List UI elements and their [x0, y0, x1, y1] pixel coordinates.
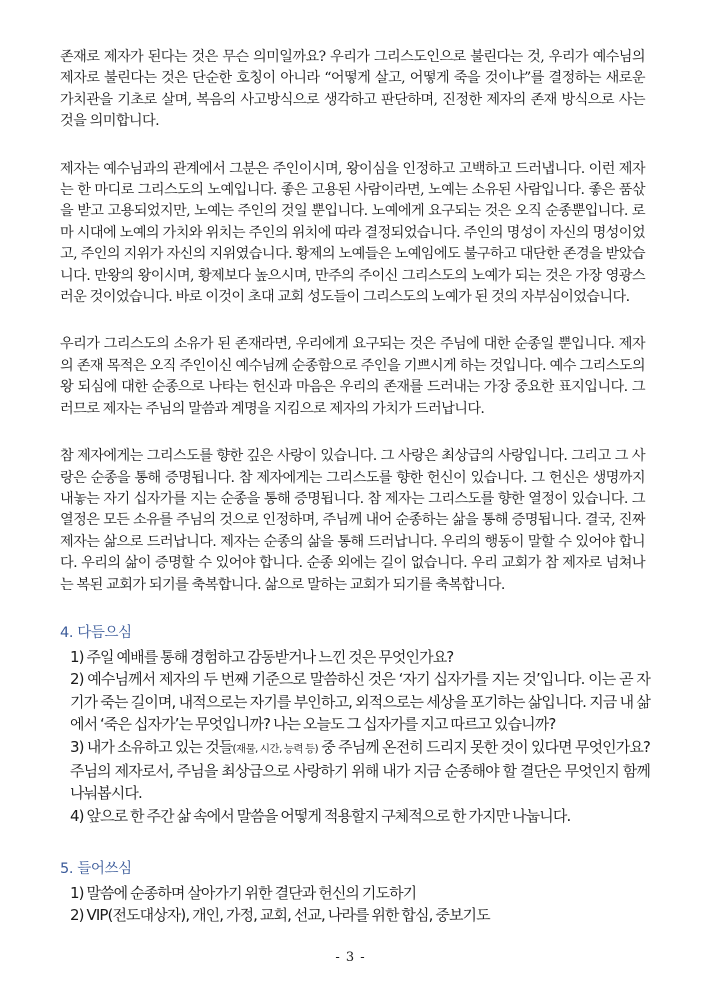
sermon-body: [60, 47, 645, 622]
question-3-text-end: 중 주님께 온전히 드리지 못한 것이 있다면 무엇인가요? 주님의 제자로서, 주님을 최상급으로 사랑하기 위해 내가 지금 순종해야 할 결단은 무엇인지 함께 나눠봅시다.: [70, 737, 650, 803]
prayer-list: [60, 882, 650, 927]
prayer-item-1: 1) 말씀에 순종하며 살아가기 위한 결단과 헌신의 기도하기: [70, 884, 417, 902]
question-2: 2) 예수님께서 제자의 두 번째 기준으로 말씀하신 것은 ‘자기 십자가를 지는 것’입니다. 이는 곧 자기가 죽는 길이며, 내적으로는 자기를 부인하고, 외적으로는 세상을 포기하는 삶입니다. 지금 내 삶에서 ‘죽은 십자가’는 무엇입니까? 나는 오늘도 그 십자가를 지고 따르고 있습니까?: [70, 670, 650, 734]
paragraph-3: 우리가 그리스도의 소유가 된 존재라면, 우리에게 요구되는 것은 주님에 대한 순종일 뿐입니다. 제자의 존재 목적은 오직 주인이신 예수님께 순종함으로 주인을 기쁘시게 하는 것입니다. 예수 그리스도의 왕 되심에 대한 순종으로 나타는 헌신과 마음은 우리의 존재를 드러내는 가장 중요한 표지입니다. 그러므로 제자는 주님의 말씀과 계명을 지킴으로 제자의 가치가 드러납니다.: [60, 336, 645, 417]
section-4-title: 4. 다듬으심: [60, 625, 132, 641]
section-discussion: [60, 622, 650, 827]
question-list: [60, 646, 650, 827]
question-3-text-start: 3) 내가 소유하고 있는 것들: [70, 737, 233, 756]
section-prayer: [60, 858, 650, 927]
question-4: 4) 앞으로 한 주간 삶 속에서 말씀을 어떻게 적용할지 구체적으로 한 가지만 나눕니다.: [70, 806, 571, 825]
paragraph-4: 참 제자에게는 그리스도를 향한 깊은 사랑이 있습니다. 그 사랑은 최상급의 사랑입니다. 그리고 그 사랑은 순종을 통해 증명됩니다. 참 제자에게는 그리스도를 향한 헌신이 있습니다. 그 헌신은 생명까지 내놓는 자기 십자가를 지는 순종을 통해 증명됩니다. 참 제자는 그리스도를 향한 열정이 있습니다. 그 열정은 모든 소유를 주님의 것으로 인정하며, 주님께 내어 순종하는 삶을 통해 증명됩니다. 결국, 진짜 제자는 삶으로 드러납니다. 제자는 순종의 삶을 통해 드러납니다. 우리의 행동이 말할 수 있어야 합니다. 우리의 삶이 증명할 수 있어야 합니다. 순종 외에는 길이 없습니다. 우리 교회가 참 제자로 넘쳐나는 복된 교회가 되기를 축복합니다. 삶으로 말하는 교회가 되기를 축복합니다.: [60, 448, 645, 593]
page-number: - 3 -: [335, 950, 366, 965]
question-3: [60, 736, 650, 805]
paragraph-2: 제자는 예수님과의 관계에서 그분은 주인이시며, 왕이심을 인정하고 고백하고 드러냅니다. 이런 제자는 한 마디로 그리스도의 노예입니다. 좋은 고용된 사람이라면, 노예는 소유된 사람입니다. 좋은 품삯을 받고 고용되었지만, 노예는 주인의 것일 뿐입니다. 노예에게 요구되는 것은 오직 순종뿐입니다. 로마 시대에 노예의 가치와 위치는 주인의 위치에 따라 결정되었습니다. 주인의 명성이 자신의 명성이었고, 주인의 지위가 자신의 지위였습니다. 황제의 노예들은 노예임에도 불구하고 대단한 존경을 받았습니다. 만왕의 왕이시며, 황제보다 높으시며, 만주의 주이신 그리스도의 노예가 되는 것은 가장 영광스러운 것이었습니다. 바로 이것이 초대 교회 성도들이 그리스도의 노예가 된 것의 자부심이었습니다.: [60, 160, 645, 306]
paragraph-1: 존재로 제자가 된다는 것은 무슨 의미일까요? 우리가 그리스도인으로 불린다는 것, 우리가 예수님의 제자로 불린다는 것은 단순한 호칭이 아니라 “어떻게 살고, 어떻게 죽을 것이냐”를 결정하는 새로운 가치관을 기초로 살며, 복음의 사고방식으로 생각하고 판단하며, 진정한 제자의 존재 방식으로 사는 것을 의미합니다.: [60, 49, 645, 130]
question-3-note: (재물, 시간, 능력 등): [232, 742, 319, 755]
question-1: 1) 주일 예배를 통해 경험하고 감동받거나 느낀 것은 무엇인가요?: [70, 648, 454, 666]
prayer-item-2: 2) VIP(전도대상자), 개인, 가정, 교회, 선교, 나라를 위한 합심, 중보기도: [70, 906, 490, 925]
section-5-title: 5. 들어쓰심: [60, 861, 132, 877]
